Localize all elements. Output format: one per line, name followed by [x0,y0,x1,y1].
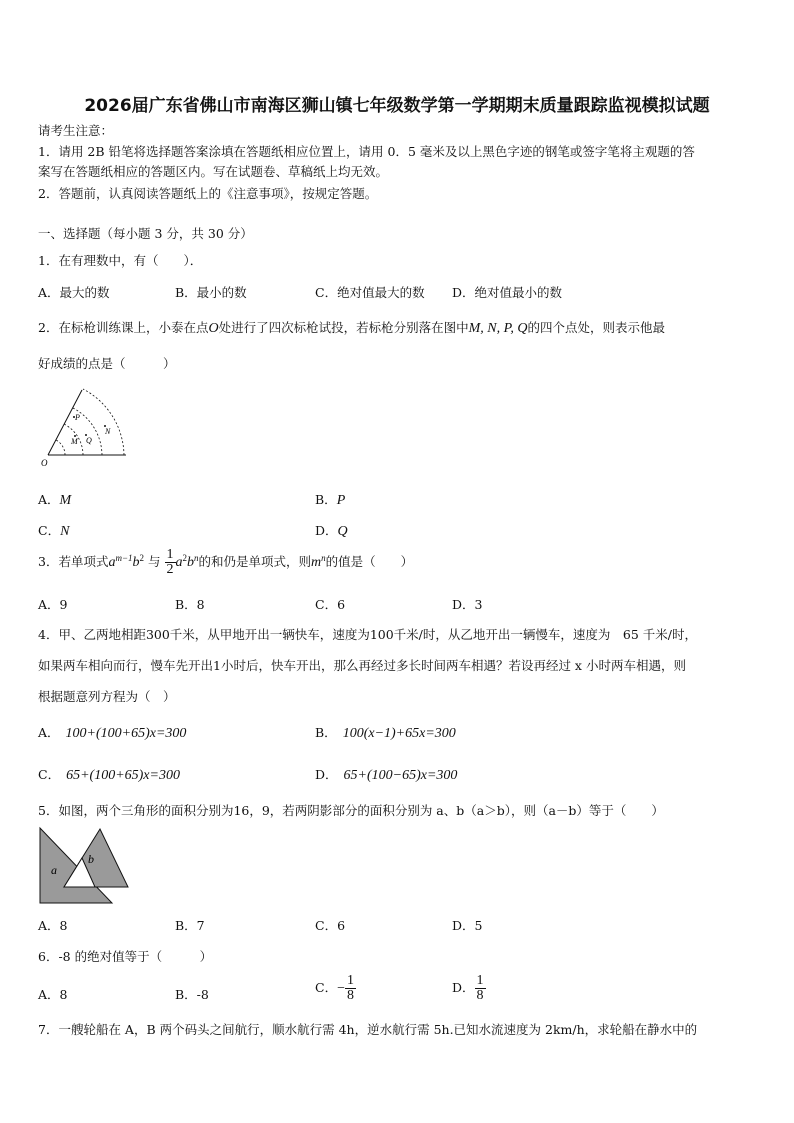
q3-option-d: D．3 [452,597,483,612]
q6-option-c: C．− $\frac{1}{8}$ [315,973,354,1003]
section-heading: 一、选择题（每小题 3 分，共 30 分） [38,226,253,241]
q5-option-c: C．6 [315,918,346,933]
triangles-figure [38,826,130,906]
q1-option-d: D．绝对值最小的数 [452,285,563,300]
fraction-half: $\frac{1}{2}$ [166,547,174,577]
question-6-stem: 6．-8 的绝对值等于（ ） [38,949,213,964]
q6-option-a: A．8 [38,987,68,1002]
label-p: P [75,413,80,422]
q1-option-b: B．最小的数 [175,285,247,300]
question-4-line-2: 如果两车相向而行，慢车先开出1小时后，快车开出，那么再经过多长时间两车相遇？若设再经过 x 小时两车相遇，则 [38,658,686,673]
q1-option-c: C．绝对值最大的数 [315,285,425,300]
q3-option-a: A．9 [38,597,68,612]
point-m [74,435,76,437]
sector-figure [38,385,133,470]
point-n [104,425,106,427]
q2-stem-a: 2．在标枪训练课上，小泰在点 [38,320,209,335]
q3-option-c: C．6 [315,597,346,612]
notice-heading: 请考生注意： [38,123,114,138]
q4-option-b: B． 100(x−1)+65x=300 [315,725,456,741]
question-2-stem-cont: 好成绩的点是（ ） [38,356,176,371]
q2-option-d: D．Q [315,523,348,539]
notice-line-1a: 1．请用 2B 铅笔将选择题答案涂填在答题纸相应位置上，请用 0．5 毫米及以上黑色字迹的钢笔或签字笔将主观题的答 [38,144,695,159]
question-4-line-3: 根据题意列方程为（ ） [38,689,176,704]
q2-points: M, N, P, Q [468,321,528,336]
label-b: b [88,852,94,866]
q2-option-a: A．M [38,492,72,508]
q2-stem-b: 处进行了四次标枪试投，若标枪分别落在图中 [218,320,469,335]
q5-option-d: D．5 [452,918,483,933]
notice-line-2: 2．答题前，认真阅读答题纸上的《注意事项》，按规定答题。 [38,186,378,201]
point-p [73,416,75,418]
arc-4 [83,389,124,455]
q5-option-a: A．8 [38,918,68,933]
q1-option-a: A．最大的数 [38,285,110,300]
q5-option-b: B．7 [175,918,205,933]
arc-1 [56,440,65,455]
q2-option-b: B．P [315,492,346,508]
question-2-stem [38,318,665,337]
label-n: N [105,427,111,436]
q6-option-d: D． $\frac{1}{8}$ [452,973,484,1003]
q2-option-c: C．N [38,523,70,539]
question-5-stem: 5．如图，两个三角形的面积分别为16，9，若两阴影部分的面积分别为 a、b（a＞b），则（a－b）等于（ ） [38,803,664,818]
q4-option-a: A． 100+(100+65)x=300 [38,725,187,741]
point-q [85,434,87,436]
q2-point-o: O [208,321,219,336]
notice-line-1b: 案写在答题纸相应的答题区内。写在试题卷、草稿纸上均无效。 [38,164,389,179]
label-o: O [41,458,48,468]
q4-option-d: D． 65+(100−65)x=300 [315,767,458,783]
label-a: a [51,863,57,877]
question-1-stem: 1．在有理数中，有（ ）． [38,253,203,268]
question-3-stem: 3．若单项式$a^{m-1}b^2$ 与 $\frac{1}{2}$ $a^2b^n$的和仍是单项式，则$m^n$的值是（ ） [38,547,414,577]
question-4-line-1: 4．甲、乙两地相距300千米，从甲地开出一辆快车，速度为100千米/时，从乙地开出一辆慢车，速度为 65 千米/时， [38,627,697,642]
label-m: M [71,437,78,446]
page-title: 2026届广东省佛山市南海区狮山镇七年级数学第一学期期末质量跟踪监视模拟试题 [84,96,710,116]
q2-stem-c: 的四个点处，则表示他最 [527,320,665,335]
q4-option-c: C． 65+(100+65)x=300 [38,767,180,783]
question-7-stem: 7．一艘轮船在 A，B 两个码头之间航行，顺水航行需 4h，逆水航行需 5h.已知水流速度为 2km/h，求轮船在静水中的 [38,1022,698,1037]
q6-option-b: B．-8 [175,987,209,1002]
q3-option-b: B．8 [175,597,205,612]
label-q: Q [86,436,92,445]
